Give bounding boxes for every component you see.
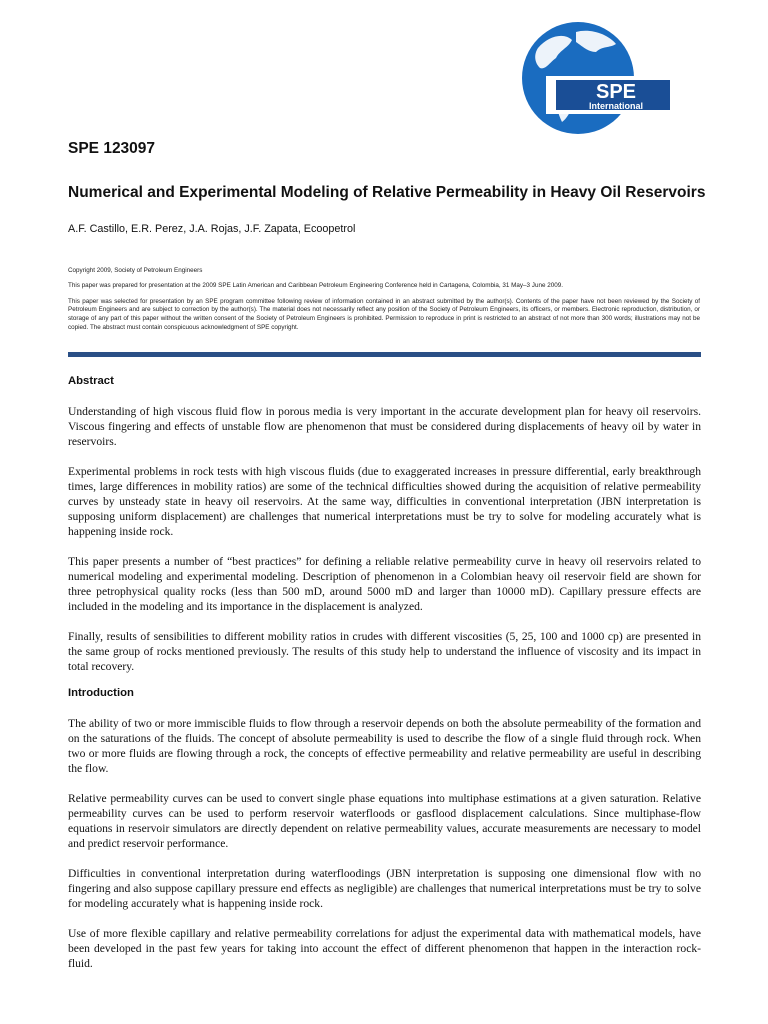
introduction-body (68, 716, 701, 986)
introduction-paragraph: Relative permeability curves can be used to convert single phase equations into multiphase estimations at a given saturation. Relative permeability curves can be used to perform reservoir waterfloods or gasflood displacement calculations. Since multiphase-flow equations in reservoir simulators are directly dependent on relative permeability values, accurate measurements are necessary to model and predict reservoir performance. (68, 792, 701, 850)
review-disclaimer: This paper was selected for presentation by an SPE program committee following review of information contained in an abstract submitted by the author(s). Contents of the paper have not been reviewed by the Society of Petroleum Engineers and are subject to correction by the author(s). The material does not necessarily reflect any position of the Society of Petroleum Engineers, its officers, or members. Electronic reproduction, distribution, or storage of any part of this paper without the written consent of the Society of Petroleum Engineers is prohibited. Permission to reproduce in print is restricted to an abstract of not more than 300 words; illustrations may not be copied. The abstract must contain conspicuous acknowledgment of SPE copyright. (68, 297, 700, 331)
paper-authors: A.F. Castillo, E.R. Perez, J.A. Rojas, J.F. Zapata, Ecoopetrol (68, 223, 356, 235)
header-divider (68, 352, 701, 357)
introduction-paragraph: Difficulties in conventional interpretation during waterfloodings (JBN interpretation is supposing one dimensional flow with no fingering and also suppose capillary pressure end effects as negligible) are challenges that numerical interpretations must be try to solve for modeling accurately what is happening inside rock. (68, 867, 701, 910)
abstract-paragraph: Understanding of high viscous fluid flow in porous media is very important in the accurate development plan for heavy oil reservoirs. Viscous fingering and effects of unstable flow are phenomenon that must be considered during displacements of heavy oil by water in reservoirs. (68, 405, 701, 448)
abstract-paragraph: Finally, results of sensibilities to different mobility ratios in crudes with different viscosities (5, 25, 100 and 1000 cp) are presented in the same group of rocks mentioned previously. The results of this study help to understand the influence of viscosity and its impact in total recovery. (68, 630, 701, 673)
copyright-line: Copyright 2009, Society of Petroleum Engineers (68, 267, 203, 274)
logo-spe-text: SPE (595, 81, 637, 103)
copyright-notes (68, 267, 700, 339)
spe-international-logo (516, 18, 676, 138)
abstract-paragraph: This paper presents a number of “best practices” for defining a reliable relative permeability curve in heavy oil reservoirs related to numerical modeling and experimental modeling. Description of phenomenon in a Colombian heavy oil reservoir field are shown for three petrophysical quality rocks (less than 500 mD, around 5000 mD and larger than 10000 mD). Capillary pressure effects are included in the modeling and its importance in the displacement is analyzed. (68, 555, 701, 613)
introduction-paragraph: The ability of two or more immiscible fluids to flow through a reservoir depends on both the absolute permeability of the formation and on the saturations of the fluids. The concept of absolute permeability is used to describe the flow of a single fluid through rock. When two or more fluids are flowing through a rock, the concepts of effective permeability and relative permeability are useful in describing the flow. (68, 717, 701, 775)
paper-number: SPE 123097 (68, 140, 156, 157)
logo-international-text: International (588, 101, 644, 111)
introduction-paragraph: Use of more flexible capillary and relative permeability correlations for adjust the experimental data with mathematical models, have been developed in the past few years for taking into account the effect of different phenomenon that happen in the interaction rock-fluid. (68, 927, 701, 970)
abstract-body (68, 404, 701, 689)
abstract-heading: Abstract (68, 375, 114, 387)
introduction-heading: Introduction (68, 687, 134, 699)
abstract-paragraph: Experimental problems in rock tests with high viscous fluids (due to exaggerated increases in pressure differential, early breakthrough times, large differences in mobility ratios) are some of the technical difficulties showed during the acquisition of relative permeability curves by unsteady state in heavy oil reservoirs. At the same way, difficulties in conventional interpretation (JBN interpretation is supposing uniform displacement) are challenges that numerical interpretations must be try to solve for modeling accurately what is happening inside rock. (68, 465, 701, 538)
conference-note: This paper was prepared for presentation at the 2009 SPE Latin American and Caribbean Petroleum Engineering Conference held in Cartagena, Colombia, 31 May–3 June 2009. (68, 282, 563, 290)
paper-title: Numerical and Experimental Modeling of Relative Permeability in Heavy Oil Reservoirs (68, 184, 706, 201)
